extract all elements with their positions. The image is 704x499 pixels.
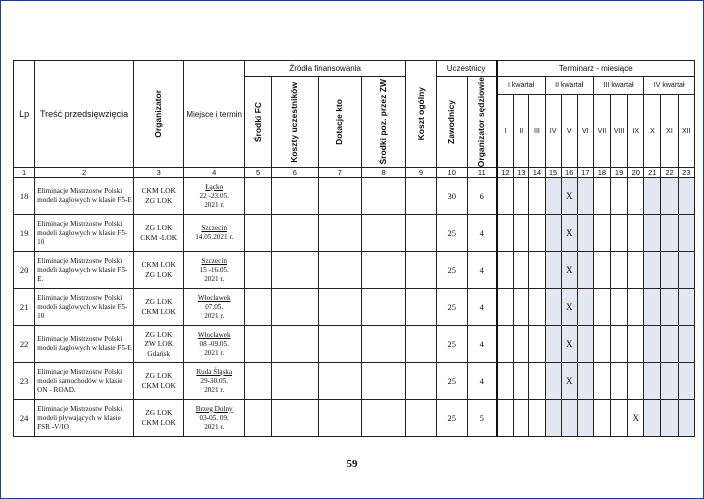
row-sedziowie: 4 — [467, 326, 496, 363]
month-cell — [529, 252, 545, 289]
month-cell — [611, 252, 628, 289]
date-line: 15 -16.05. — [199, 265, 229, 274]
city: Włocławek — [197, 330, 231, 339]
row-tresc: Eliminacje Mistrzostw Polski modeli samochodów w klasie ON - ROAD. — [35, 363, 134, 400]
table-row — [14, 215, 695, 252]
column-number: 1 — [14, 168, 35, 178]
city: Łącko — [205, 182, 224, 191]
date-line: 2021 r. — [204, 200, 225, 209]
month-cell — [611, 363, 628, 400]
header-terminarz: Terminarz - miesiące — [497, 61, 695, 77]
column-number: 11 — [467, 168, 496, 178]
table-row — [14, 289, 695, 326]
date-line: 2021 r. — [204, 422, 225, 431]
page-number: 59 — [346, 458, 358, 470]
month-cell: X — [561, 363, 577, 400]
month-cell — [545, 252, 561, 289]
column-number: 6 — [272, 168, 318, 178]
month-cell — [611, 400, 628, 437]
month-cell — [577, 363, 593, 400]
month-cell: X — [561, 289, 577, 326]
header-month: IX — [628, 95, 644, 168]
row-koszty — [272, 289, 318, 326]
row-sedziowie: 6 — [467, 178, 496, 215]
month-cell — [497, 289, 514, 326]
row-dotacje — [318, 363, 361, 400]
header-organizator-sedziowie: Organizator sędziowie — [467, 77, 496, 168]
organizator-line: ZG LOK — [145, 408, 173, 418]
month-cell — [497, 326, 514, 363]
row-koszt-ogolny — [406, 215, 436, 252]
organizator-line: ZG LOK — [145, 223, 173, 233]
header-month: VI — [577, 95, 593, 168]
header-month: VII — [593, 95, 610, 168]
month-cell: X — [561, 252, 577, 289]
organizator-line: ZG LOK — [145, 329, 173, 339]
month-cell — [545, 326, 561, 363]
header-srodki-zw: Środki poz. przez ZW — [361, 77, 405, 168]
row-srodki-fc — [244, 215, 271, 252]
month-cell — [497, 400, 514, 437]
row-organizator — [134, 400, 184, 437]
row-organizator — [134, 363, 184, 400]
row-sedziowie: 4 — [467, 363, 496, 400]
row-zawodnicy: 25 — [436, 363, 467, 400]
month-cell — [529, 215, 545, 252]
month-cell — [577, 400, 593, 437]
organizator-line: CKM LOK — [141, 381, 176, 391]
month-cell — [577, 252, 593, 289]
row-koszt-ogolny — [406, 326, 436, 363]
row-koszt-ogolny — [406, 178, 436, 215]
table-header — [14, 61, 695, 178]
row-srodki-zw — [361, 363, 405, 400]
organizator-line: CKM LOK — [141, 307, 176, 317]
month-cell — [514, 326, 529, 363]
table-row — [14, 326, 695, 363]
month-cell — [545, 400, 561, 437]
month-cell — [593, 252, 610, 289]
row-miejsce — [184, 363, 245, 400]
organizator-line: ZW LOK — [144, 339, 174, 349]
row-tresc: Eliminacje Mistrzostw Polski modeli żaglowych w klasie F5-E — [35, 326, 134, 363]
row-dotacje — [318, 178, 361, 215]
month-cell — [661, 178, 678, 215]
month-cell — [577, 215, 593, 252]
header-month: II — [514, 95, 529, 168]
header-koszty: Koszty uczestników — [272, 77, 318, 168]
row-srodki-fc — [244, 252, 271, 289]
table-body — [14, 178, 695, 437]
header-zrodla: Źródła finansowania — [244, 61, 405, 77]
month-cell — [593, 400, 610, 437]
column-number: 22 — [661, 168, 678, 178]
city: Ruda Śląska — [196, 367, 233, 376]
row-koszty — [272, 400, 318, 437]
month-cell: X — [561, 215, 577, 252]
month-cell — [661, 363, 678, 400]
month-cell — [628, 252, 644, 289]
date-line: 2021 r. — [204, 274, 225, 283]
month-cell — [593, 326, 610, 363]
row-koszty — [272, 326, 318, 363]
city: Brzeg Dolny — [195, 404, 233, 413]
organizator-line: ZG LOK — [145, 297, 173, 307]
month-cell — [497, 215, 514, 252]
month-cell — [661, 215, 678, 252]
table-row — [14, 178, 695, 215]
month-cell — [593, 178, 610, 215]
month-cell — [529, 289, 545, 326]
city: Włocławek — [197, 293, 231, 302]
month-cell — [514, 178, 529, 215]
date-line: 08 -09.05. — [199, 339, 229, 348]
column-number: 18 — [593, 168, 610, 178]
column-number: 7 — [318, 168, 361, 178]
column-number: 20 — [628, 168, 644, 178]
row-sedziowie: 4 — [467, 215, 496, 252]
month-cell — [545, 178, 561, 215]
column-number: 12 — [497, 168, 514, 178]
row-sedziowie: 5 — [467, 400, 496, 437]
column-number: 10 — [436, 168, 467, 178]
month-cell — [644, 252, 661, 289]
date-line: 2021 r. — [204, 348, 225, 357]
month-cell — [497, 252, 514, 289]
row-srodki-zw — [361, 326, 405, 363]
organizator-line: ZG LOK — [145, 371, 173, 381]
header-koszt-ogolny: Koszt ogólny — [406, 61, 436, 168]
header-quarter-3: III kwartał — [593, 77, 643, 95]
row-srodki-zw — [361, 252, 405, 289]
month-cell — [628, 215, 644, 252]
row-tresc: Eliminacje Mistrzostw Polski modeli żaglowych w klasie F5-10 — [35, 215, 134, 252]
row-srodki-zw — [361, 400, 405, 437]
header-organizator: Organizator — [134, 61, 184, 168]
date-line: 14.05.2021 r. — [195, 233, 234, 242]
row-srodki-zw — [361, 215, 405, 252]
date-line: 03-05. 09. — [199, 413, 229, 422]
header-month: XII — [678, 95, 694, 168]
row-zawodnicy: 25 — [436, 326, 467, 363]
month-cell — [529, 326, 545, 363]
header-zawodnicy: Zawodnicy — [436, 77, 467, 168]
row-dotacje — [318, 252, 361, 289]
header-tresc: Treść przedsięwzięcia — [35, 61, 134, 168]
row-koszty — [272, 252, 318, 289]
month-cell — [644, 289, 661, 326]
header-uczestnicy: Uczestnicy — [436, 61, 497, 77]
row-srodki-zw — [361, 289, 405, 326]
month-cell — [514, 289, 529, 326]
city: Szczecin — [201, 224, 227, 233]
header-month: I — [497, 95, 514, 168]
month-cell — [678, 289, 694, 326]
month-cell — [644, 178, 661, 215]
month-cell — [678, 252, 694, 289]
row-miejsce — [184, 178, 245, 215]
row-organizator — [134, 252, 184, 289]
column-number: 21 — [644, 168, 661, 178]
month-cell — [678, 215, 694, 252]
header-month: IV — [545, 95, 561, 168]
column-number: 16 — [561, 168, 577, 178]
row-koszt-ogolny — [406, 363, 436, 400]
row-organizator — [134, 326, 184, 363]
column-number: 2 — [35, 168, 134, 178]
row-zawodnicy: 25 — [436, 215, 467, 252]
row-tresc: Eliminacje Mistrzostw Polski modeli żaglowych w klasie F5-10 — [35, 289, 134, 326]
column-number: 14 — [529, 168, 545, 178]
column-number: 15 — [545, 168, 561, 178]
row-koszt-ogolny — [406, 252, 436, 289]
row-srodki-fc — [244, 400, 271, 437]
row-lp: 20 — [14, 252, 35, 289]
table-row — [14, 252, 695, 289]
month-cell — [577, 289, 593, 326]
row-organizator — [134, 289, 184, 326]
date-line: 07.05. — [205, 302, 224, 311]
month-cell — [593, 215, 610, 252]
month-cell — [678, 400, 694, 437]
column-number: 8 — [361, 168, 405, 178]
row-lp: 21 — [14, 289, 35, 326]
row-zawodnicy: 25 — [436, 252, 467, 289]
header-month: V — [561, 95, 577, 168]
column-number: 19 — [611, 168, 628, 178]
row-zawodnicy: 30 — [436, 178, 467, 215]
header-dotacje: Dotacje kto — [318, 77, 361, 168]
organizator-line: CKM LOK — [141, 260, 176, 270]
month-cell — [561, 400, 577, 437]
date-line: 29-30.05. — [200, 376, 228, 385]
date-line: 22 -23.05. — [199, 191, 229, 200]
header-lp: Lp — [14, 61, 35, 168]
row-dotacje — [318, 289, 361, 326]
month-cell — [593, 363, 610, 400]
header-month: XI — [661, 95, 678, 168]
month-cell — [529, 400, 545, 437]
month-cell: X — [561, 326, 577, 363]
month-cell — [661, 289, 678, 326]
month-cell — [545, 289, 561, 326]
date-line: 2021 r. — [204, 311, 225, 320]
row-koszt-ogolny — [406, 400, 436, 437]
month-cell — [661, 400, 678, 437]
month-cell — [678, 326, 694, 363]
month-cell — [529, 363, 545, 400]
column-number: 17 — [577, 168, 593, 178]
month-cell — [593, 289, 610, 326]
schedule-table — [13, 60, 695, 437]
month-cell — [644, 363, 661, 400]
header-quarter-1: I kwartał — [497, 77, 545, 95]
month-cell — [611, 289, 628, 326]
row-sedziowie: 4 — [467, 289, 496, 326]
row-srodki-zw — [361, 178, 405, 215]
row-koszty — [272, 215, 318, 252]
row-koszty — [272, 363, 318, 400]
row-tresc: Eliminacje Mistrzostw Polski modeli żaglowych w klasie F5-E. — [35, 252, 134, 289]
month-cell — [611, 326, 628, 363]
month-cell — [577, 326, 593, 363]
month-cell — [514, 252, 529, 289]
header-quarter-2: II kwartał — [545, 77, 593, 95]
row-miejsce — [184, 215, 245, 252]
city: Szczecin — [201, 256, 227, 265]
column-number: 4 — [184, 168, 245, 178]
month-cell — [611, 215, 628, 252]
month-cell — [514, 215, 529, 252]
row-lp: 23 — [14, 363, 35, 400]
column-number: 9 — [406, 168, 436, 178]
header-month: X — [644, 95, 661, 168]
organizator-line: ZG LOK — [145, 196, 173, 206]
month-cell — [497, 178, 514, 215]
month-cell — [529, 178, 545, 215]
organizator-line: CKM LOK — [141, 418, 176, 428]
month-cell: X — [628, 400, 644, 437]
table-row — [14, 363, 695, 400]
row-tresc: Eliminacje Mistrzostw Polski modeli pływających w klasie FSR -V/IO — [35, 400, 134, 437]
row-srodki-fc — [244, 289, 271, 326]
month-cell — [644, 326, 661, 363]
row-miejsce — [184, 400, 245, 437]
header-srodki-fc: Środki FC — [244, 77, 271, 168]
month-cell — [644, 215, 661, 252]
header-miejsce: Miejsce i termin — [184, 61, 245, 168]
row-miejsce — [184, 289, 245, 326]
month-cell — [545, 215, 561, 252]
row-miejsce — [184, 326, 245, 363]
row-dotacje — [318, 400, 361, 437]
row-organizator — [134, 178, 184, 215]
row-srodki-fc — [244, 363, 271, 400]
organizator-line: Gdańsk — [147, 349, 171, 359]
column-number: 3 — [134, 168, 184, 178]
row-srodki-fc — [244, 326, 271, 363]
row-dotacje — [318, 326, 361, 363]
row-lp: 18 — [14, 178, 35, 215]
row-tresc: Eliminacje Mistrzostw Polski modeli żaglowych w klasie F5-E — [35, 178, 134, 215]
header-month: III — [529, 95, 545, 168]
column-number: 13 — [514, 168, 529, 178]
month-cell — [678, 178, 694, 215]
column-number: 23 — [678, 168, 694, 178]
month-cell: X — [561, 178, 577, 215]
month-cell — [644, 400, 661, 437]
row-zawodnicy: 25 — [436, 400, 467, 437]
header-quarter-4: IV kwartał — [644, 77, 695, 95]
header-month: VIII — [611, 95, 628, 168]
month-cell — [545, 363, 561, 400]
month-cell — [661, 326, 678, 363]
month-cell — [611, 178, 628, 215]
row-sedziowie: 4 — [467, 252, 496, 289]
month-cell — [661, 252, 678, 289]
organizator-line: CKM LOK — [141, 186, 176, 196]
organizator-line: CKM -LOK — [140, 233, 178, 243]
column-number: 5 — [244, 168, 271, 178]
row-lp: 22 — [14, 326, 35, 363]
month-cell — [514, 400, 529, 437]
month-cell — [628, 326, 644, 363]
row-koszt-ogolny — [406, 289, 436, 326]
month-cell — [678, 363, 694, 400]
row-organizator — [134, 215, 184, 252]
row-lp: 24 — [14, 400, 35, 437]
month-cell — [628, 289, 644, 326]
month-cell — [577, 178, 593, 215]
month-cell — [628, 363, 644, 400]
row-koszty — [272, 178, 318, 215]
month-cell — [628, 178, 644, 215]
row-lp: 19 — [14, 215, 35, 252]
row-dotacje — [318, 215, 361, 252]
month-cell — [497, 363, 514, 400]
row-srodki-fc — [244, 178, 271, 215]
row-zawodnicy: 25 — [436, 289, 467, 326]
date-line: 2021 r. — [204, 385, 225, 394]
table-row — [14, 400, 695, 437]
organizator-line: ZG LOK — [145, 270, 173, 280]
row-miejsce — [184, 252, 245, 289]
month-cell — [514, 363, 529, 400]
